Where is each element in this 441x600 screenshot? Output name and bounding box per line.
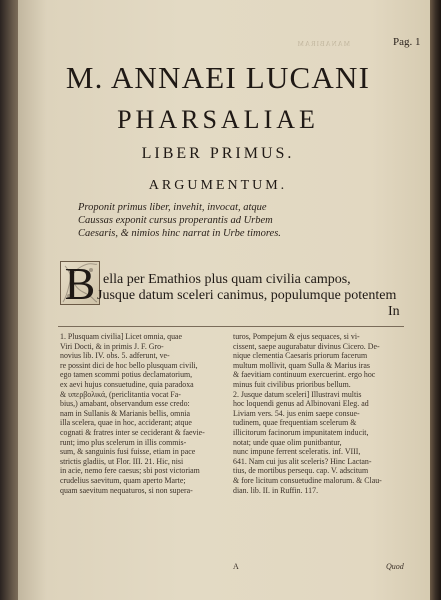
decorated-initial xyxy=(60,258,100,309)
dropcap-letter: B xyxy=(64,258,96,309)
notes-column-right xyxy=(233,332,401,495)
note-line: cognati & fratres inter se ceciderant & faevie- xyxy=(60,427,205,437)
note-line: tudinem, quae frequentiam scelerum & xyxy=(233,418,357,428)
note-line: in acie, nemo fere caesus; sbi post victoriam xyxy=(60,466,200,476)
note-line: notat; unde quae olim punitbantur, xyxy=(233,437,342,447)
note-line: & faevitiam continuum exercuerint. ergo hoc xyxy=(233,370,376,380)
note-line: minus fuit civilibus prioribus bellum. xyxy=(233,379,351,389)
note-line: illicitorum facinorum impunitatem inducit, xyxy=(233,427,369,437)
note-line: multum mollivit, quam Sulla & Marius iras xyxy=(233,360,370,370)
divider-rule xyxy=(58,326,404,327)
footer-catchword: Quod xyxy=(386,562,404,571)
note-line: runt; imo plus scelerum in illis commis- xyxy=(60,437,187,447)
page-number: Pag. 1 xyxy=(393,36,421,48)
title-book: LIBER PRIMUS. xyxy=(141,145,295,162)
note-line: bius,) amabant, observandum esse credo: xyxy=(60,399,190,409)
verse-line-1: ella per Emathios plus quam civilia campos, xyxy=(103,272,351,287)
notes-column-left xyxy=(60,332,223,495)
note-line: ex aevi hujus consuetudine, quia paradoxa xyxy=(60,379,194,389)
note-line: re possint dici de hoc bello plusquam civili, xyxy=(60,360,198,370)
note-line: sum, & sanguinis fusi fuisse, etiam in pace xyxy=(60,447,196,457)
argument-line: Proponit primus liber, invehit, invocat, atque xyxy=(78,202,267,213)
note-line: ego tamen scommi potius declamatorium, xyxy=(60,370,193,380)
note-line: tius, de mortibus persequ. cap. V. adscitum xyxy=(233,466,369,476)
verse-line-2: Jusque datum sceleri canimus, populumque potentem xyxy=(97,288,397,303)
title-author: M. ANNAEI LUCANI xyxy=(65,60,371,95)
note-line: 2. Jusque datum sceleri] Illustravi multis xyxy=(233,389,362,399)
note-line: crudelius saevitum, quam aperto Marte; xyxy=(60,475,186,485)
note-line: quam saevitum nequaturos, si non supera- xyxy=(60,485,193,495)
title-argumentum: ARGUMENTUM. xyxy=(148,178,288,193)
verse-catchword: In xyxy=(388,304,400,319)
note-line: Viri Docti, & in primis J. F. Gro- xyxy=(60,341,164,351)
note-line: hoc loquendi genus ad Albinovani Eleg. ad xyxy=(233,399,369,409)
argument-line: Caussas exponit cursus properantis ad Urbem xyxy=(78,215,273,226)
note-line: 641. Nam cui jus alit sceleris? Hinc Lactan- xyxy=(233,456,372,466)
note-line: nam in Sullanis & Marianis bellis, omnia xyxy=(60,408,190,418)
note-line: & fore licitum consuetudine malorum. & Clau- xyxy=(233,475,382,485)
note-line: dian. lib. II. in Ruffin. 117. xyxy=(233,485,319,495)
show-through-text: MANABIRAM xyxy=(296,40,350,48)
note-line: nunc impune ferrent sceleratis. inf. VIII, xyxy=(233,447,361,457)
signature-mark: A xyxy=(233,562,239,571)
note-line: strictis gladiis, ut Flor. III. 21. Hic, nisi xyxy=(60,456,184,466)
argument-block xyxy=(78,201,398,240)
argument-line: Caesaris, & nimios hinc narrat in Urbe timores. xyxy=(78,228,281,239)
title-work: PHARSALIAE xyxy=(117,105,319,134)
page-edge xyxy=(430,0,441,600)
note-line: novius lib. IV. obs. 5. adferunt, ve- xyxy=(60,351,170,361)
note-line: 1. Plusquam civilia] Licet omnia, quae xyxy=(60,332,183,341)
note-line: cissent, saepe augurabatur divinus Cicero. De- xyxy=(233,341,380,351)
note-line: nique clementia Caesaris priorum facerum xyxy=(233,351,368,361)
note-line: turos, Pompejum & ejus sequaces, si vi- xyxy=(233,332,360,341)
note-line: & υπερβολικά, (periclitantia vocat Fa- xyxy=(60,389,181,399)
note-line: Liviam vers. 54. jus enim saepe consue- xyxy=(233,408,360,418)
note-line: illa scelera, quae in hoc, acciderant; atque xyxy=(60,418,192,428)
